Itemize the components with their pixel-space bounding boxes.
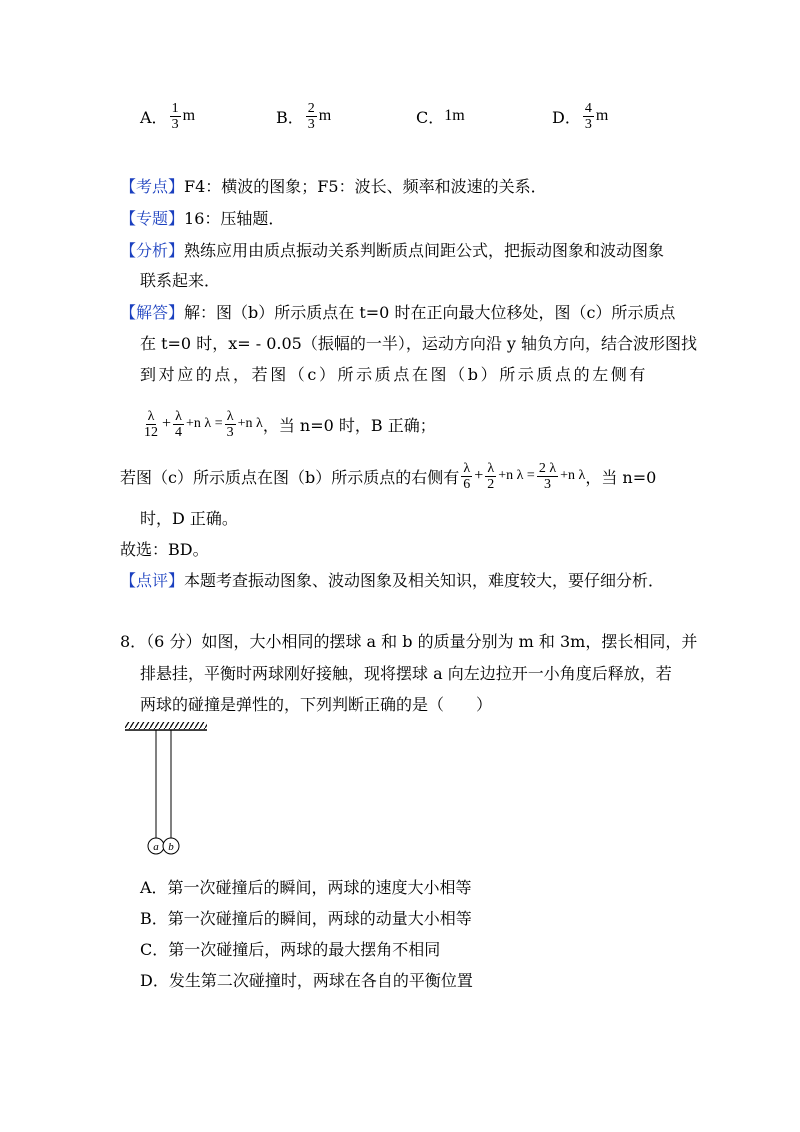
eq1-fraction-3: $\frac{\lambda}{3}$ [226, 408, 234, 440]
jieda-tag: 【解答】 [120, 303, 185, 322]
fenxi-tag: 【分析】 [120, 241, 185, 260]
eq2-text-after: ，当 n=0 [585, 467, 657, 487]
option-c [416, 96, 465, 136]
kaodian-tag: 【考点】 [120, 177, 185, 196]
eq2-fraction-3: $\frac{2 \lambda}{3}$ [538, 460, 557, 492]
jieda-line-2: 在 t=0 时，x= - 0.05（振幅的一半），运动方向沿 y 轴负方向，结合波形图找 [140, 334, 698, 353]
equation-2: 若图（c）所示质点在图（b）所示质点的右侧有 $\frac{\lambda}{6}$ + $\frac{\lambda}{2}$ +n λ = $\frac{2 \lambda}{3}$ +n λ ，当 n=0 [120, 460, 657, 492]
dianping-tag: 【点评】 [120, 571, 185, 590]
equation-1: $\frac{\lambda}{12}$ + $\frac{\lambda}{4}$ +n λ = $\frac{\lambda}{3}$ +n λ ，当 n=0 时，B 正确； [144, 408, 436, 440]
q8-line-2: 排悬挂，平衡时两球刚好接触，现将摆球 a 向左边拉开一小角度后释放，若 [140, 664, 672, 683]
q8-option-c: C．第一次碰撞后，两球的最大摆角不相同 [140, 940, 441, 959]
q8-option-a: A．第一次碰撞后的瞬间，两球的速度大小相等 [140, 878, 472, 897]
zhuanti-line [120, 208, 284, 230]
dianping-line [120, 570, 664, 592]
option-b-letter: B． [276, 107, 304, 127]
answer-line: 故选：BD。 [120, 540, 209, 559]
q8-option-d: D．发生第二次碰撞时，两球在各自的平衡位置 [140, 971, 473, 990]
ball-b-label: b [168, 841, 174, 853]
pendulum-figure [120, 720, 220, 860]
option-d-letter: D． [552, 107, 581, 127]
eq2-fraction-1: $\frac{\lambda}{6}$ [463, 460, 471, 492]
eq1-fraction-1: $\frac{\lambda}{12}$ [144, 408, 158, 440]
option-c-value: 1m [444, 107, 465, 124]
q8-line-1: 8．（6 分）如图，大小相同的摆球 a 和 b 的质量分别为 m 和 3m，摆长相同，并 [120, 632, 698, 651]
option-d-fraction: $\frac{4}{3}$ [584, 100, 592, 132]
ball-a-label: a [153, 841, 159, 853]
option-b: B． $\frac{2}{3}$ m [276, 100, 332, 132]
q8-option-b: B．第一次碰撞后的瞬间，两球的动量大小相等 [140, 909, 472, 928]
zhuanti-tag: 【专题】 [120, 209, 185, 228]
kaodian-line [120, 176, 547, 198]
jieda-line-3: 到对应的点，若图（c）所示质点在图（b）所示质点的左侧有 [140, 365, 649, 384]
option-b-fraction: $\frac{2}{3}$ [307, 100, 315, 132]
jieda-line-1 [120, 302, 675, 324]
fenxi-line-1 [120, 240, 664, 262]
eq2-text-before: 若图（c）所示质点在图（b）所示质点的右侧有 [120, 467, 460, 487]
option-d: D． $\frac{4}{3}$ m [552, 100, 609, 132]
eq2-fraction-2: $\frac{\lambda}{2}$ [487, 460, 495, 492]
option-a-fraction: $\frac{1}{3}$ [171, 100, 179, 132]
fenxi-text-1: 熟练应用由质点振动关系判断质点间距公式，把振动图象和波动图象 [184, 241, 665, 260]
option-a: A． $\frac{1}{3}$ m [140, 100, 196, 132]
fenxi-line-2: 联系起来． [140, 271, 221, 290]
zhuanti-text: 16：压轴题． [184, 209, 285, 228]
dianping-text: 本题考查振动图象、波动图象及相关知识，难度较大，要仔细分析． [184, 571, 665, 590]
jieda-text-1: 解：图（b）所示质点在 t=0 时在正向最大位移处，图（c）所示质点 [184, 303, 676, 322]
q8-line-3: 两球的碰撞是弹性的，下列判断正确的是（ ） [140, 695, 493, 714]
eq2-line-2: 时，D 正确。 [140, 509, 238, 528]
eq1-text-after: ，当 n=0 时，B 正确； [262, 415, 436, 435]
ceiling-hatch [125, 722, 207, 729]
kaodian-text: F4：横波的图象；F5：波长、频率和波速的关系． [184, 177, 547, 196]
option-c-letter: C． [416, 107, 445, 127]
option-a-letter: A． [140, 107, 168, 127]
eq1-fraction-2: $\frac{\lambda}{4}$ [175, 408, 183, 440]
